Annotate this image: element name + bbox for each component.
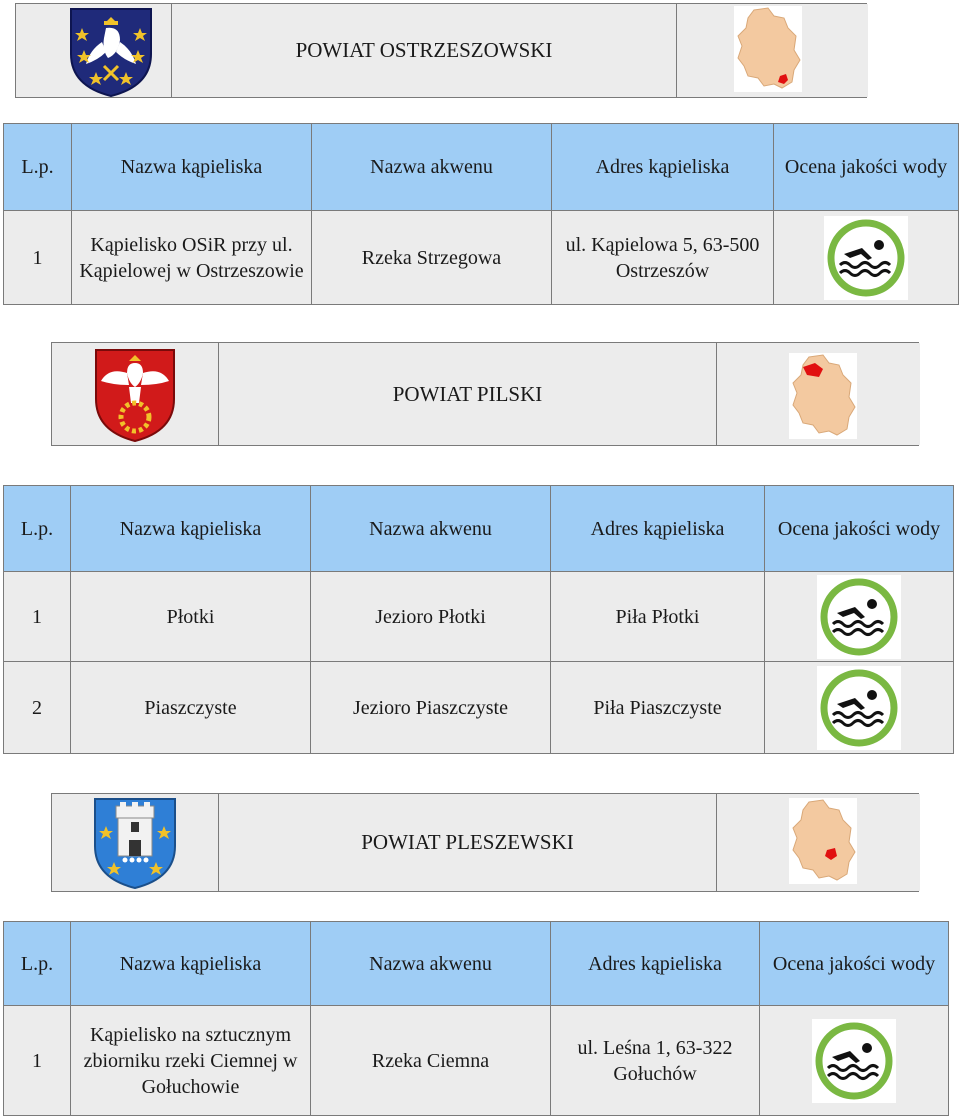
- cell-water: Jezioro Płotki: [311, 572, 551, 662]
- beach-table-pleszewski: [3, 921, 949, 1116]
- coat-of-arms-pila-icon: [93, 347, 177, 443]
- coat-of-arms-ostrzeszow-icon: [68, 6, 154, 98]
- cell-name: Kąpielisko OSiR przy ul. Kąpielowej w Ostrzeszowie: [72, 211, 312, 305]
- cell-address: ul. Kąpielowa 5, 63-500 Ostrzeszów: [552, 211, 774, 305]
- swimming-quality-icon: [817, 666, 901, 750]
- table-row: [4, 211, 959, 305]
- cell-quality: [774, 211, 959, 305]
- coat-of-arms-cell: [52, 794, 218, 891]
- section-title-cell: [218, 794, 716, 891]
- cell-water: Rzeka Ciemna: [311, 1006, 551, 1116]
- col-header-name: Nazwa kąpieliska: [71, 922, 311, 1006]
- cell-name: Kąpielisko na sztucznym zbiorniku rzeki Ciemnej w Gołuchowie: [71, 1006, 311, 1116]
- cell-name: Płotki: [71, 572, 311, 662]
- region-map-cell: [716, 343, 920, 445]
- beach-table-pilski: [3, 485, 954, 754]
- table-row: [4, 662, 954, 754]
- cell-lp: 2: [4, 662, 71, 754]
- cell-address: Piła Płotki: [551, 572, 765, 662]
- col-header-quality: Ocena jakości wody: [765, 486, 954, 572]
- col-header-name: Nazwa kąpieliska: [71, 486, 311, 572]
- region-map-ostrzeszow-icon: [734, 6, 802, 92]
- col-header-quality: Ocena jakości wody: [774, 124, 959, 211]
- section-title-cell: [171, 4, 676, 97]
- section-title: POWIAT PILSKI: [392, 381, 543, 406]
- swimming-quality-icon: [812, 1019, 896, 1103]
- cell-quality: [760, 1006, 949, 1116]
- coat-of-arms-cell: [16, 4, 171, 97]
- table-header-row: [4, 486, 954, 572]
- cell-address: Piła Piaszczyste: [551, 662, 765, 754]
- coat-of-arms-cell: [52, 343, 218, 445]
- col-header-water: Nazwa akwenu: [311, 922, 551, 1006]
- coat-of-arms-pleszew-icon: [92, 796, 178, 890]
- section-header-pilski: [51, 342, 919, 446]
- cell-address: ul. Leśna 1, 63-322 Gołuchów: [551, 1006, 760, 1116]
- region-map-cell: [716, 794, 920, 891]
- region-map-pila-icon: [789, 353, 857, 439]
- region-map-pleszew-icon: [789, 798, 857, 884]
- col-header-address: Adres kąpieliska: [552, 124, 774, 211]
- table-row: [4, 572, 954, 662]
- cell-quality: [765, 662, 954, 754]
- swimming-quality-icon: [824, 216, 908, 300]
- col-header-water: Nazwa akwenu: [311, 486, 551, 572]
- cell-quality: [765, 572, 954, 662]
- table-row: [4, 1006, 949, 1116]
- col-header-address: Adres kąpieliska: [551, 922, 760, 1006]
- col-header-lp: L.p.: [4, 124, 72, 211]
- col-header-name: Nazwa kąpieliska: [72, 124, 312, 211]
- cell-water: Rzeka Strzegowa: [312, 211, 552, 305]
- section-title-cell: [218, 343, 716, 445]
- cell-lp: 1: [4, 572, 71, 662]
- cell-lp: 1: [4, 1006, 71, 1116]
- cell-name: Piaszczyste: [71, 662, 311, 754]
- section-header-pleszewski: [51, 793, 919, 892]
- table-header-row: [4, 124, 959, 211]
- region-map-cell: [676, 4, 868, 97]
- col-header-lp: L.p.: [4, 486, 71, 572]
- section-title: POWIAT OSTRZESZOWSKI: [295, 38, 553, 62]
- cell-water: Jezioro Piaszczyste: [311, 662, 551, 754]
- table-header-row: [4, 922, 949, 1006]
- section-title: POWIAT PLESZEWSKI: [361, 830, 574, 854]
- beach-table-ostrzeszowski: [3, 123, 959, 305]
- cell-lp: 1: [4, 211, 72, 305]
- col-header-quality: Ocena jakości wody: [760, 922, 949, 1006]
- col-header-water: Nazwa akwenu: [312, 124, 552, 211]
- col-header-address: Adres kąpieliska: [551, 486, 765, 572]
- col-header-lp: L.p.: [4, 922, 71, 1006]
- swimming-quality-icon: [817, 575, 901, 659]
- section-header-ostrzeszowski: [15, 3, 867, 98]
